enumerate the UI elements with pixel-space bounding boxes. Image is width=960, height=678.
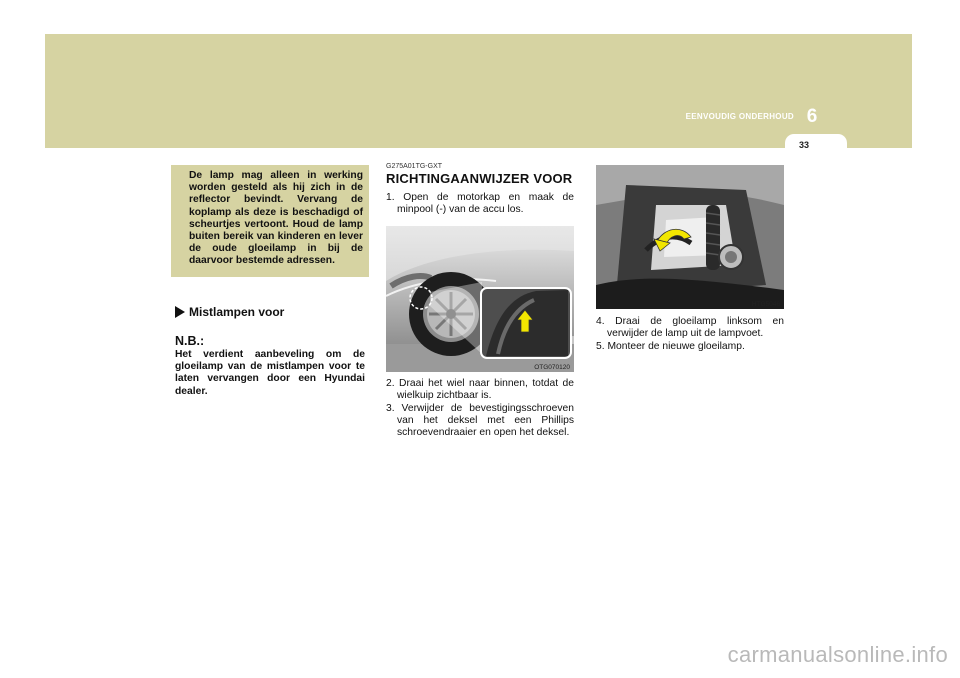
section-heading: RICHTINGAANWIJZER VOOR [386,171,573,186]
chapter-number: 6 [806,106,818,127]
step-4: 4. Draai de gloeilamp linksom en verwijder de lamp uit de lampvoet. [596,316,784,340]
wheel-arch-photo [386,226,574,372]
step-2: 2. Draai het wiel naar binnen, totdat de wielkuip zichtbaar is. [386,378,574,402]
photo-code-otg: OTG070120 [534,364,570,371]
step-1: 1. Open de motorkap en maak de minpool (-) van de accu los. [386,192,574,216]
nb-label: N.B.: [175,334,205,348]
triangle-right-icon [175,306,185,318]
header-band [45,34,912,148]
step-3: 3. Verwijder de bevestigingsschroeven van het deksel met een Phillips schroevendraaier en open het deksel. [386,403,574,439]
fog-lamp-subheading [175,305,284,319]
watermark: carmanualsonline.info [727,642,948,667]
page-number: 33 [798,140,809,150]
nb-text: Het verdient aanbeveling om de gloeilamp van de mistlampen voor te laten vervangen door een Hyundai dealer. [175,349,365,397]
subheading-label: Mistlampen voor [189,305,285,319]
notice-text: De lamp mag alleen in werking worden gesteld als hij zich in de reflector bevindt. Vervang de koplamp als deze is beschadigd of scheurtjes vertoont. Houd de lamp buiten bereik van kinderen en lever de oude gloeilamp in bij de daarvoor bestemde adressen. [189,170,363,267]
section-title: EENVOUDIG ONDERHOUD [685,112,794,121]
wheel-arch-illustration [386,226,574,372]
step-5: 5. Monteer de nieuwe gloeilamp. [596,341,745,352]
photo-code-htg: HTG5046 [751,301,780,308]
bulb-socket-illustration [596,165,784,309]
bulb-socket-photo [596,165,784,309]
section-code: G275A01TG-GXT [386,163,443,170]
